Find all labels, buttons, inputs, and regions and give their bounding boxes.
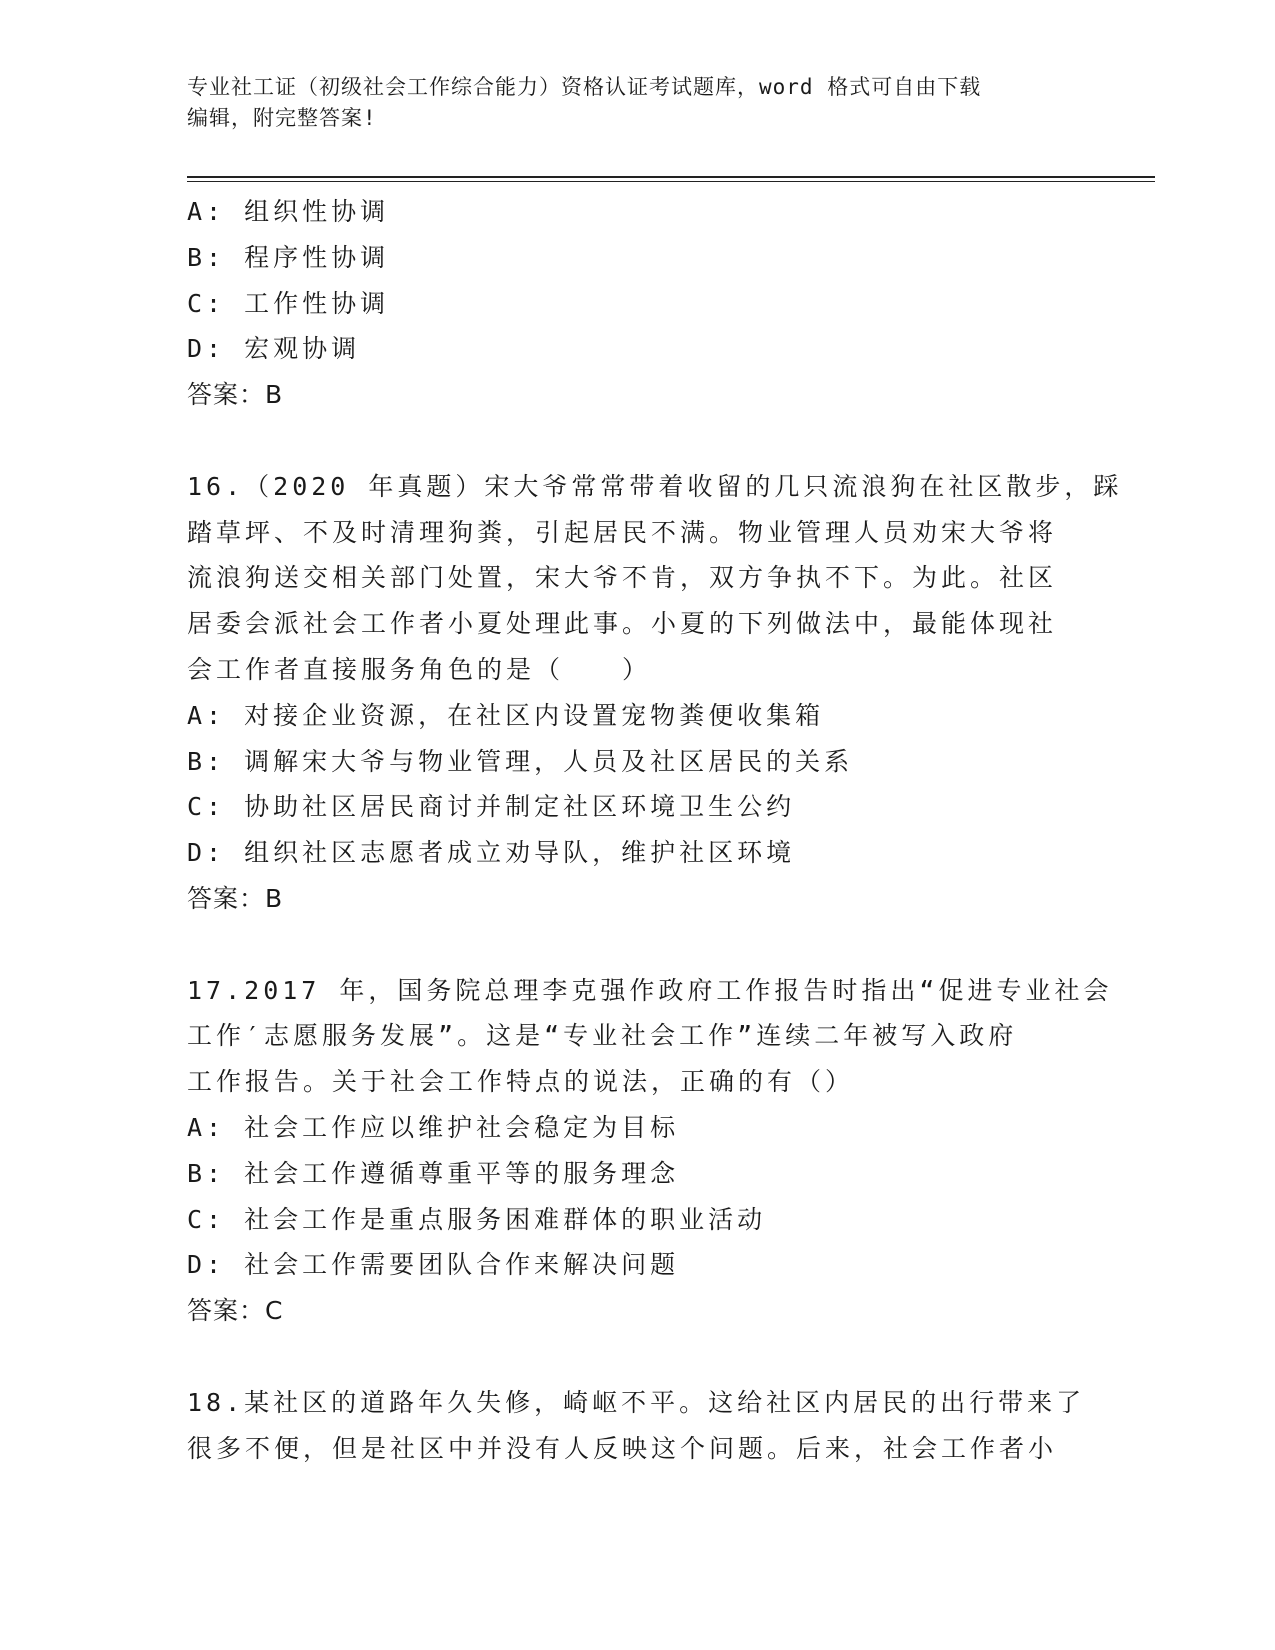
question-stem-line: 18.某社区的道路年久失修，崎岖不平。这给社区内居民的出行带来了 bbox=[187, 1387, 1086, 1417]
option-a: A: 对接企业资源，在社区内设置宠物粪便收集箱 bbox=[187, 700, 825, 730]
header-line-2: 编辑，附完整答案! bbox=[187, 106, 377, 130]
question-17 bbox=[187, 968, 1113, 1334]
document-body bbox=[187, 189, 1123, 1471]
question-stem-line: 踏草坪、不及时清理狗粪，引起居民不满。物业管理人员劝宋大爷将 bbox=[187, 517, 1058, 547]
option-d: D: 社会工作需要团队合作来解决问题 bbox=[187, 1250, 680, 1280]
option-d: D: 组织社区志愿者成立劝导队，维护社区环境 bbox=[187, 838, 796, 868]
question-stem-line: 16.（2020 年真题）宋大爷常常带着收留的几只流浪狗在社区散步，踩 bbox=[187, 471, 1123, 501]
question-stem-line: 流浪狗送交相关部门处置，宋大爷不肯，双方争执不下。为此。社区 bbox=[187, 563, 1058, 593]
header-divider bbox=[187, 176, 1155, 178]
question-stem-line: 17.2017 年，国务院总理李克强作政府工作报告时指出“促进专业社会 bbox=[187, 975, 1113, 1005]
question-18 bbox=[187, 1380, 1087, 1472]
answer-line: 答案：C bbox=[187, 1296, 284, 1326]
option-c: C: 协助社区居民商讨并制定社区环境卫生公约 bbox=[187, 792, 796, 822]
spacer bbox=[187, 1334, 1087, 1380]
header-divider-thin bbox=[187, 181, 1155, 182]
question-stem-line: 工作报告。关于社会工作特点的说法，正确的有（） bbox=[187, 1067, 855, 1097]
spacer bbox=[187, 922, 1087, 968]
document-header bbox=[187, 72, 1067, 134]
question-15 bbox=[187, 189, 1087, 418]
option-a: A: 社会工作应以维护社会稳定为目标 bbox=[187, 1112, 680, 1142]
option-d: D: 宏观协调 bbox=[187, 334, 361, 364]
option-b: B: 程序性协调 bbox=[187, 242, 390, 272]
header-line-1: 专业社工证（初级社会工作综合能力）资格认证考试题库，word 格式可自由下载 bbox=[187, 75, 982, 99]
option-b: B: 社会工作遵循尊重平等的服务理念 bbox=[187, 1158, 680, 1188]
question-stem-line: 工作′志愿服务发展”。这是“专业社会工作”连续二年被写入政府 bbox=[187, 1021, 1018, 1051]
question-16 bbox=[187, 464, 1123, 922]
option-c: C: 社会工作是重点服务困难群体的职业活动 bbox=[187, 1204, 767, 1234]
option-b: B: 调解宋大爷与物业管理，人员及社区居民的关系 bbox=[187, 746, 854, 776]
question-stem-line: 很多不便，但是社区中并没有人反映这个问题。后来，社会工作者小 bbox=[187, 1433, 1058, 1463]
option-c: C: 工作性协调 bbox=[187, 288, 390, 318]
option-a: A: 组织性协调 bbox=[187, 197, 390, 226]
answer-line: 答案：B bbox=[187, 883, 284, 913]
spacer bbox=[187, 418, 1087, 464]
question-stem-line: 会工作者直接服务角色的是（ ） bbox=[187, 654, 652, 684]
answer-line: 答案：B bbox=[187, 380, 284, 410]
question-stem-line: 居委会派社会工作者小夏处理此事。小夏的下列做法中，最能体现社 bbox=[187, 609, 1058, 639]
